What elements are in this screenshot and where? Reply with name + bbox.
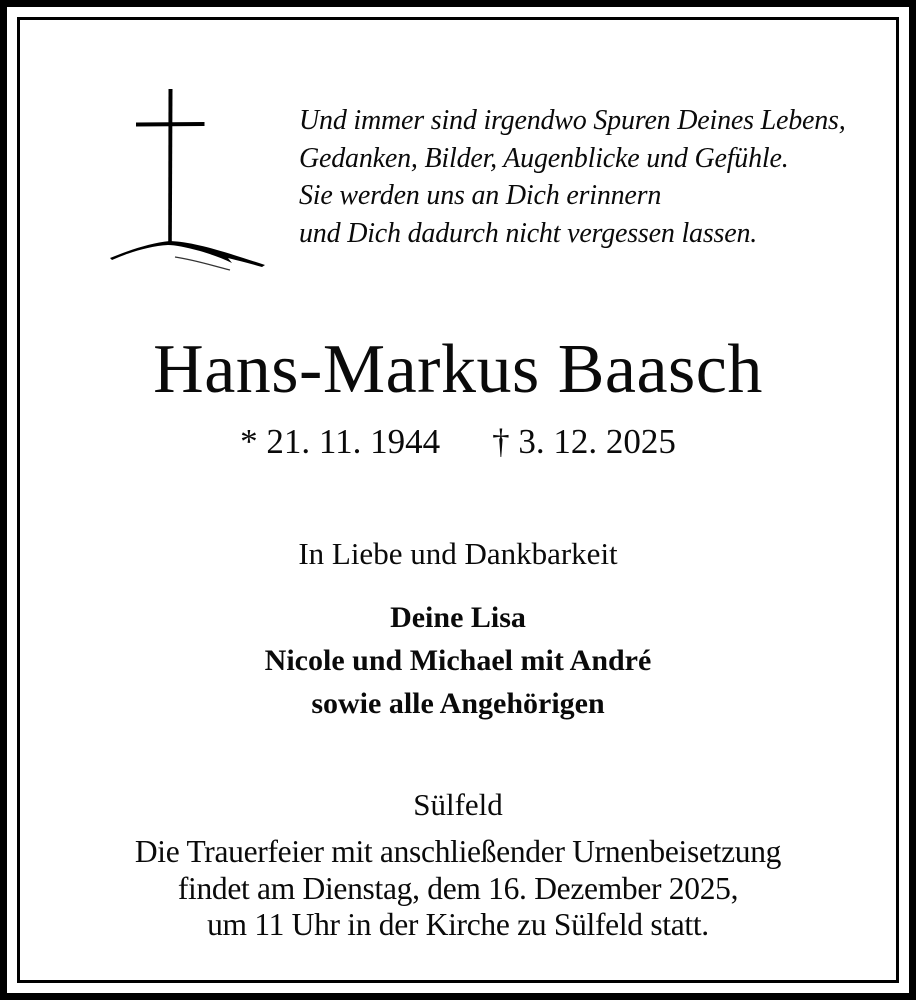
- cross-on-hill-icon: [100, 80, 280, 280]
- life-dates: [0, 420, 916, 464]
- service-details: [0, 834, 916, 944]
- mourner-line: sowie alle Angehörigen: [311, 687, 605, 720]
- service-line: findet am Dienstag, dem 16. Dezember 2025,: [177, 870, 739, 906]
- poem-line: Und immer sind irgendwo Spuren Deines Lebens,: [299, 105, 846, 136]
- birth-date: * 21. 11. 1944: [240, 422, 441, 461]
- place-name: Sülfeld: [413, 787, 503, 822]
- poem-line: Gedanken, Bilder, Augenblicke und Gefühle.: [299, 142, 789, 174]
- service-line: um 11 Uhr in der Kirche zu Sülfeld statt.: [207, 907, 709, 942]
- poem-line: Sie werden uns an Dich erinnern: [299, 180, 662, 211]
- poem-line: und Dich dadurch nicht vergessen lassen.: [299, 217, 758, 249]
- service-line: Die Trauerfeier mit anschließender Urnenbeisetzung: [134, 834, 782, 869]
- mourner-line: Deine Lisa: [390, 601, 526, 634]
- mourner-line: Nicole und Michael mit André: [264, 644, 652, 677]
- death-date: † 3. 12. 2025: [492, 422, 676, 461]
- dedication-text: In Liebe und Dankbarkeit: [298, 536, 618, 571]
- memorial-poem: [299, 102, 889, 252]
- deceased-name: Hans-Markus Baasch: [153, 331, 763, 408]
- mourners-list: [0, 596, 916, 725]
